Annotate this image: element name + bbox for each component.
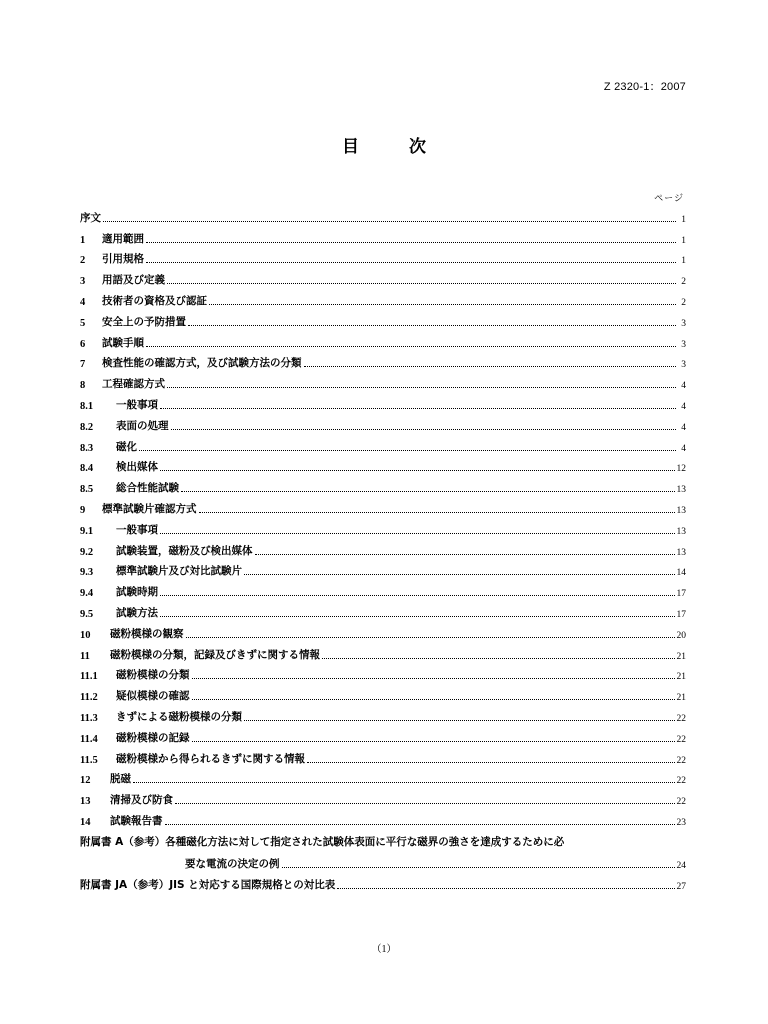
toc-entry-title: 検査性能の確認方式，及び試験方法の分類 [102,357,302,370]
toc-entry-number: 11.5 [80,754,98,766]
toc-entry-number: 9.4 [80,588,94,600]
dot-leader [146,262,676,263]
toc-entry-title: 安全上の予防措置 [102,315,186,328]
dot-leader [188,325,676,326]
toc-entry-page: 21 [676,651,686,662]
toc-entry-number: 2 [80,255,86,267]
toc-entry-title: 引用規格 [102,253,144,266]
dot-leader [103,221,676,222]
toc-entry-page: 21 [676,693,686,704]
toc-entry[interactable] [80,807,686,828]
toc-entry-number: 13 [80,796,91,808]
toc-entry-number: 8.3 [80,442,94,454]
toc-entry[interactable] [80,703,686,724]
dot-leader [244,720,675,721]
dot-leader [160,595,675,596]
annex-a-continuation: 要な電流の決定の例 [185,857,280,870]
page-folio: （1） [371,944,397,955]
standard-number: Z 2320-1：2007 [603,81,686,93]
toc-entry-title: 疑似模様の確認 [116,690,190,703]
toc-entry-title: 用語及び定義 [102,274,165,287]
toc-entry-title: きずによる磁粉模様の分類 [116,710,242,723]
toc-entry[interactable] [80,537,686,558]
dot-leader [160,408,676,409]
toc-entry[interactable] [80,495,686,516]
page-column-label: ページ [654,194,684,204]
toc-entry[interactable] [80,599,686,620]
toc-entry-page: 22 [676,755,686,766]
dot-leader [244,574,675,575]
toc-entry[interactable] [80,225,686,246]
toc-entry-page: 4 [681,401,686,412]
annex-a-page: 24 [676,860,686,871]
toc-entry-page: 23 [676,817,686,828]
toc-entry-page: 3 [681,318,686,329]
toc-entry-page: 17 [676,609,686,620]
dot-leader [337,888,674,889]
toc-entry-page: 22 [676,776,686,787]
toc-entry-page: 14 [676,568,686,579]
dot-leader [199,512,675,513]
toc-entry[interactable] [80,578,686,599]
toc-entry-title: 標準試験片及び対比試験片 [116,565,242,578]
toc-entry-title: 磁粉模様から得られるきずに関する情報 [116,752,305,765]
toc-entry-title: 試験報告書 [110,814,163,827]
toc-entry-title: 標準試験片確認方式 [102,502,197,515]
toc-entry-title: 総合性能試験 [116,482,179,495]
dot-leader [192,678,675,679]
toc-entry-page: 1 [681,256,686,267]
annex-ja-label: 附属書 JA（参考）JIS と対応する国際規格との対比表 [80,878,336,891]
toc-entry-number: 11.4 [80,733,98,745]
toc-entry[interactable] [80,682,686,703]
toc-entry[interactable] [80,329,686,350]
toc-entry[interactable] [80,745,686,766]
toc-entry-title: 技術者の資格及び認証 [102,294,207,307]
toc-entry[interactable] [80,433,686,454]
toc-entry-page: 2 [681,297,686,308]
toc-entry-page: 2 [681,277,686,288]
toc-entry-number: 12 [80,775,91,787]
annex-a-label: 附属書 A（参考）各種磁化方法に対して指定された試験体表面に平行な磁界の強さを達成するために必 [80,835,565,848]
toc-entry-number: 5 [80,317,86,329]
toc-entry-page: 13 [676,547,686,558]
toc-entry[interactable] [80,370,686,391]
toc-entry-title: 磁粉模様の観察 [110,627,184,640]
toc-entry-title: 磁化 [116,440,137,453]
toc-entry[interactable] [80,766,686,787]
toc-entry-number: 11.1 [80,671,98,683]
dot-leader [322,658,675,659]
toc-entry[interactable] [80,454,686,475]
toc-entry-number: 6 [80,338,86,350]
toc-entry[interactable] [80,516,686,537]
toc-entry-title: 試験手順 [102,336,144,349]
toc-entry[interactable] [80,662,686,683]
page-title: 目 次 [342,137,448,157]
toc-entry-number: 9.1 [80,525,94,537]
table-of-contents [80,204,686,892]
dot-leader [186,637,675,638]
dot-leader [139,450,676,451]
toc-entry-number: 11.3 [80,712,98,724]
toc-entry-page: 21 [676,672,686,683]
dot-leader [282,867,675,868]
toc-entry-number: 9 [80,504,86,516]
toc-entry-number: 4 [80,296,86,308]
toc-entry[interactable] [80,204,686,225]
toc-entry[interactable] [80,620,686,641]
annex-ja-page: 27 [676,881,686,892]
toc-entry[interactable] [80,474,686,495]
toc-entry[interactable] [80,246,686,267]
toc-entry-title: 序文 [80,211,101,224]
dot-leader [146,242,676,243]
toc-entry[interactable] [80,724,686,745]
toc-entry[interactable] [80,391,686,412]
dot-leader [167,387,676,388]
toc-entry[interactable] [80,287,686,308]
toc-entry-title: 脱磁 [110,773,131,786]
toc-entry[interactable] [80,412,686,433]
toc-entry-number: 9.2 [80,546,94,558]
toc-entry-page: 1 [681,214,686,225]
toc-entry-title: 一般事項 [116,398,158,411]
toc-entry-title: 検出媒体 [116,461,158,474]
toc-entry-title: 工程確認方式 [102,378,165,391]
dot-leader [171,429,677,430]
toc-entry-number: 9.5 [80,608,94,620]
toc-entry[interactable] [80,558,686,579]
annex-a-continuation-line[interactable] [80,849,686,871]
toc-entry-number: 8.5 [80,484,94,496]
toc-entry-title: 清掃及び防食 [110,794,173,807]
toc-entry[interactable] [80,786,686,807]
dot-leader [146,346,676,347]
toc-entry-page: 3 [681,360,686,371]
toc-entry-number: 8 [80,380,86,392]
toc-entry-title: 磁粉模様の分類 [116,669,190,682]
dot-leader [133,782,675,783]
toc-entry-page: 13 [676,526,686,537]
toc-entry-page: 22 [676,734,686,745]
toc-entry[interactable] [80,266,686,287]
toc-entry-title: 表面の処理 [116,419,169,432]
toc-entry-number: 9.3 [80,567,94,579]
toc-entry-number: 11 [80,650,90,662]
toc-entry-page: 17 [676,589,686,600]
dot-leader [160,533,675,534]
toc-entry-number: 14 [80,816,91,828]
toc-entry-page: 1 [681,235,686,246]
toc-entry-number: 10 [80,629,91,641]
dot-leader [160,616,675,617]
toc-entry-title: 試験方法 [116,606,158,619]
dot-leader [181,491,675,492]
toc-entry-number: 3 [80,276,86,288]
toc-entry-title: 試験装置，磁粉及び検出媒体 [116,544,253,557]
toc-entry-page: 22 [676,797,686,808]
toc-entry-number: 7 [80,359,86,371]
toc-entry-page: 22 [676,713,686,724]
toc-entry-title: 適用範囲 [102,232,144,245]
toc-entry-page: 4 [681,443,686,454]
toc-entry-page: 4 [681,381,686,392]
dot-leader [165,824,675,825]
toc-entry-page: 20 [676,630,686,641]
toc-entry-number: 11.2 [80,692,98,704]
toc-entry-page: 3 [681,339,686,350]
toc-entry-number: 8.1 [80,400,94,412]
toc-entry[interactable] [80,641,686,662]
toc-entry-title: 磁粉模様の分類，記録及びきずに関する情報 [110,648,320,661]
dot-leader [307,762,675,763]
toc-entry-page: 4 [681,422,686,433]
toc-entry-page: 12 [676,464,686,475]
toc-entry-number: 8.4 [80,463,94,475]
toc-entry-page: 13 [676,485,686,496]
dot-leader [304,366,677,367]
dot-leader [192,699,675,700]
dot-leader [192,741,675,742]
toc-entry-title: 一般事項 [116,523,158,536]
dot-leader [255,554,675,555]
toc-entry[interactable] [80,350,686,371]
toc-entry-page: 13 [676,505,686,516]
toc-entry-number: 1 [80,234,86,246]
dot-leader [175,803,675,804]
dot-leader [167,283,676,284]
dot-leader [209,304,676,305]
dot-leader [160,470,675,471]
toc-entry-number: 8.2 [80,421,94,433]
toc-entry-title: 試験時期 [116,586,158,599]
toc-entry-title: 磁粉模様の記録 [116,731,190,744]
annex-a-entry[interactable] [80,828,686,849]
toc-entry[interactable] [80,308,686,329]
annex-ja-entry[interactable] [80,871,686,892]
